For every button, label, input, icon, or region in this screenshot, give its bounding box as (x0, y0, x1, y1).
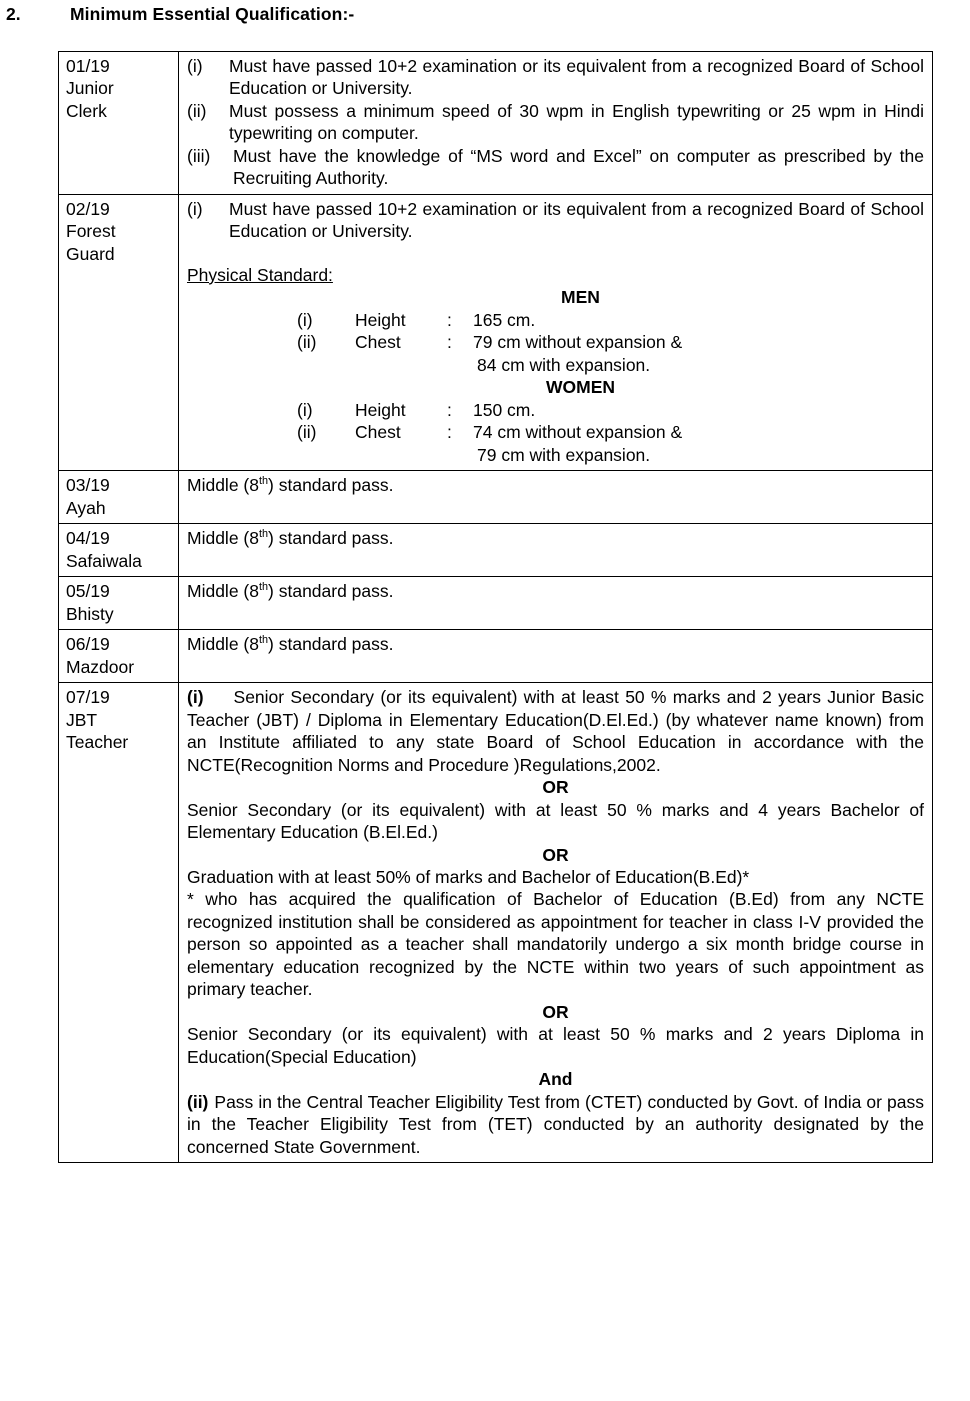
post-code-cell (59, 630, 179, 683)
qual-sup: th (258, 581, 269, 594)
or-separator-2: OR (542, 844, 569, 865)
list-item (187, 145, 924, 190)
post-code-cell (59, 194, 179, 470)
qualification-text (187, 580, 924, 602)
list-text: Must have passed 10+2 examination or its equivalent from a recognized Board of School Education or University. (229, 56, 924, 99)
list-item (187, 55, 924, 100)
physical-standard-label: Physical Standard: (187, 264, 333, 285)
qualification-text (187, 527, 924, 549)
section-number: 2. (6, 4, 21, 24)
qual-pre: Middle (8 (187, 634, 259, 655)
jbt-para-2: Senior Secondary (or its equivalent) with at least 50 % marks and 4 years Bachelor of Elementary Education (B.El.Ed.) (187, 799, 924, 843)
standard-row (187, 331, 682, 353)
women-standards-table (187, 399, 682, 444)
standard-label: Chest (355, 332, 401, 353)
standard-colon: : (447, 422, 452, 443)
jbt-para-4: * who has acquired the qualification of Bachelor of Education (B.Ed) from any NCTE recognized institution shall be considered as appointment for teacher in class I-V provided the person so appointed as a teacher shall mandatorily undergo a six month bridge course in elementary education recognized by the NCTE within two years of such appointment as primary teacher. (187, 889, 924, 1000)
standard-value-cont: 84 cm with expansion. (477, 354, 651, 375)
women-heading: WOMEN (545, 377, 616, 398)
post-code-cell (59, 471, 179, 524)
post-name-line1: Safaiwala (66, 550, 142, 571)
qualification-text (187, 633, 924, 655)
standard-value: 165 cm. (473, 309, 536, 330)
post-code: 06/19 (66, 634, 110, 655)
standard-marker: (i) (297, 309, 313, 330)
list-marker: (ii) (187, 100, 207, 121)
post-code: 03/19 (66, 475, 110, 496)
post-name-line1: Junior (66, 78, 114, 99)
qual-sup: th (258, 634, 269, 647)
standard-row (187, 399, 682, 421)
post-code: 01/19 (66, 56, 110, 76)
qual-pre: Middle (8 (187, 581, 259, 602)
post-code-cell (59, 52, 179, 195)
post-code: 02/19 (66, 198, 110, 219)
post-name-line1: Ayah (66, 497, 106, 518)
qualification-cell (179, 471, 933, 524)
list-marker: (iii) (187, 145, 211, 166)
post-name-line1: Mazdoor (66, 656, 135, 677)
qualification-cell (179, 52, 933, 195)
table-row (59, 683, 933, 1163)
standard-marker: (ii) (297, 422, 317, 443)
qual-post: ) standard pass. (268, 528, 394, 549)
standard-value-cont: 79 cm with expansion. (477, 444, 651, 465)
section-heading (0, 4, 930, 25)
qual-pre: Middle (8 (187, 528, 259, 549)
men-heading: MEN (561, 287, 600, 308)
standard-row (187, 309, 682, 331)
physical-standard-heading (187, 264, 924, 286)
men-standards-table (187, 309, 682, 354)
list-text: Must possess a minimum speed of 30 wpm in English typewriting or 25 wpm in Hindi typewriting on computer. (229, 100, 924, 144)
table-row (59, 194, 933, 470)
qual-sup: th (258, 528, 269, 541)
post-name-line2: Teacher (66, 732, 129, 753)
post-name-line2: Guard (66, 243, 115, 264)
standard-colon: : (447, 332, 452, 353)
list-marker: (i) (187, 56, 203, 76)
standard-value: 74 cm without expansion & (473, 422, 683, 443)
clause-text: Pass in the Central Teacher Eligibility Test from (CTET) conducted by Govt. of India or pass in the Teacher Eligibility Test from (TET) conducted by an authority designated by the concerned State Government. (187, 1091, 924, 1157)
standard-label: Chest (355, 422, 401, 443)
qualification-list (187, 55, 924, 190)
qual-post: ) standard pass. (268, 475, 394, 496)
jbt-para-3: Graduation with at least 50% of marks and Bachelor of Education(B.Ed)* (187, 866, 750, 887)
qual-sup: th (258, 475, 269, 488)
standard-label: Height (355, 399, 406, 420)
jbt-clause-i (187, 686, 924, 776)
qualification-cell (179, 683, 933, 1163)
qualification-cell (179, 194, 933, 470)
post-name-line1: Bhisty (66, 603, 114, 624)
qualification-cell (179, 630, 933, 683)
post-code-cell (59, 577, 179, 630)
table-row (59, 630, 933, 683)
list-marker: (i) (187, 198, 203, 219)
post-name-line1: Forest (66, 221, 116, 242)
jbt-para-5: Senior Secondary (or its equivalent) with at least 50 % marks and 2 years Diploma in Education(Special Education) (187, 1024, 924, 1067)
post-name-line1: JBT (66, 709, 98, 730)
clause-text: Senior Secondary (or its equivalent) with at least 50 % marks and 2 years Junior Basic Teacher (JBT) / Diploma in Elementary Education(D.El.Ed.) (by whatever name known) from an Institute affiliated to any state Board of School Education in accordance with the NCTE(Recognition Norms and Procedure )Regulations,2002. (187, 687, 924, 775)
list-text: Must have the knowledge of “MS word and Excel” on computer as prescribed by the Recruiting Authority. (233, 145, 924, 189)
page-title: Minimum Essential Qualification:- (70, 4, 355, 24)
standard-marker: (ii) (297, 332, 317, 353)
qual-pre: Middle (8 (187, 475, 259, 496)
list-text: Must have passed 10+2 examination or its equivalent from a recognized Board of School Education or University. (229, 198, 924, 242)
clause-marker-ii: (ii) (187, 1091, 209, 1112)
post-code: 05/19 (66, 581, 110, 602)
list-item (187, 198, 924, 243)
qual-post: ) standard pass. (268, 581, 394, 602)
jbt-clause-ii (187, 1091, 924, 1158)
clause-marker-i: (i) (187, 687, 204, 708)
standard-row (187, 421, 682, 443)
or-separator-3: OR (542, 1001, 569, 1022)
standard-value: 79 cm without expansion & (473, 332, 683, 353)
list-item (187, 100, 924, 145)
and-separator: And (538, 1069, 573, 1090)
standard-colon: : (447, 399, 452, 420)
table-row (59, 471, 933, 524)
qualification-list (187, 198, 924, 243)
table-row (59, 577, 933, 630)
blank-line (187, 243, 924, 262)
post-code-cell (59, 524, 179, 577)
table-row (59, 524, 933, 577)
standard-marker: (i) (297, 399, 313, 420)
post-name-line2: Clerk (66, 100, 107, 121)
qualification-cell (179, 577, 933, 630)
post-code: 04/19 (66, 528, 110, 549)
standard-colon: : (447, 309, 452, 330)
qualification-table (58, 51, 933, 1163)
post-code-cell (59, 683, 179, 1163)
post-code: 07/19 (66, 687, 110, 708)
qual-post: ) standard pass. (268, 634, 394, 655)
qualification-cell (179, 524, 933, 577)
table-row (59, 52, 933, 195)
standard-label: Height (355, 309, 406, 330)
or-separator-1: OR (542, 777, 569, 798)
standard-value: 150 cm. (473, 399, 536, 420)
qualification-text (187, 474, 924, 496)
